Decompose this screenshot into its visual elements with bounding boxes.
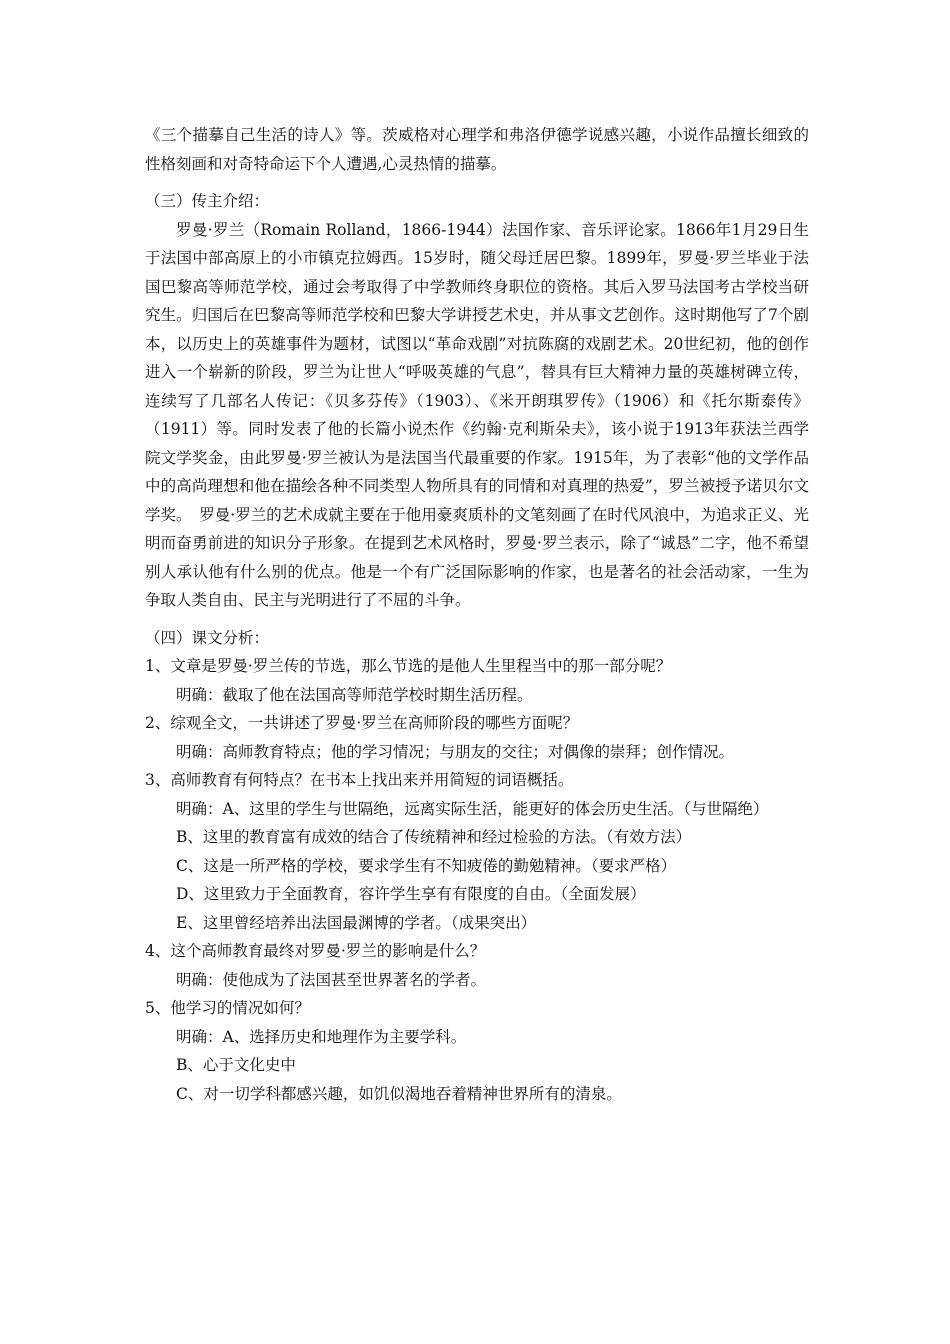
document-body: [145, 121, 809, 1108]
question-line: 4、这个高师教育最终对罗曼·罗兰的影响是什么？: [145, 942, 486, 960]
answer-line: B、心于文化史中: [176, 1056, 296, 1074]
question-line: 2、综观全文，一共讲述了罗曼·罗兰在高师阶段的哪些方面呢？: [145, 714, 579, 732]
answer-line: 明确：使他成为了法国甚至世界著名的学者。: [176, 970, 487, 989]
section-3-heading: （三）传主介绍：: [145, 192, 270, 210]
question-line: 3、高师教育有何特点？在书本上找出来并用简短的词语概括。: [145, 771, 574, 789]
question-line: 5、他学习的情况如何？: [145, 999, 310, 1017]
answer-line: 明确：截取了他在法国高等师范学校时期生活历程。: [176, 685, 533, 704]
intro-paragraph: 《三个描摹自己生活的诗人》等。茨威格对心理学和弗洛伊德学说感兴趣，小说作品擅长细致的性格刻画和对奇特命运下个人遭遇,心灵热情的描摹。: [145, 126, 809, 173]
answer-line: B、这里的教育富有成效的结合了传统精神和经过检验的方法。（有效方法）: [176, 828, 692, 846]
section-3-body: 罗曼·罗兰（Romain Rolland，1866-1944）法国作家、音乐评论家。1866年1月29日生于法国中部高原上的小市镇克拉姆西。15岁时，随父母迁居巴黎。1899年，罗曼·罗兰毕业于法国巴黎高等师范学校，通过会考取得了中学教师终身职位的资格。其后入罗马法国考古学校当研究生。归国后在巴黎高等师范学校和巴黎大学讲授艺术史，并从事文艺创作。这时期他写了7个剧本，以历史上的英雄事件为题材，试图以“革命戏剧”对抗陈腐的戏剧艺术。20世纪初，他的创作进入一个崭新的阶段，罗兰为让世人“呼吸英雄的气息”，替具有巨大精神力量的英雄树碑立传，连续写了几部名人传记：《贝多芬传》（1903）、《米开朗琪罗传》（1906）和《托尔斯泰传》（1911）等。同时发表了他的长篇小说杰作《约翰·克利斯朵夫》，该小说于1913年获法兰西学院文学奖金，由此罗曼·罗兰被认为是法国当代最重要的作家。1915年，为了表彰“他的文学作品中的高尚理想和他在描绘各种不同类型人物所具有的同情和对真理的热爱”，罗兰被授予诺贝尔文学奖。 罗曼·罗兰的艺术成就主要在于他用豪爽质朴的文笔刻画了在时代风浪中，为追求正义、光明而奋勇前进的知识分子形象。在提到艺术风格时，罗曼·罗兰表示，除了“诚恳”二字，他不希望别人承认他有什么别的优点。他是一个有广泛国际影响的作家，也是著名的社会活动家，一生为争取人类自由、民主与光明进行了不屈的斗争。: [145, 220, 809, 609]
answer-line: C、这是一所严格的学校，要求学生有不知疲倦的勤勉精神。（要求严格）: [176, 856, 677, 875]
answer-line: 明确：高师教育特点；他的学习情况；与朋友的交往；对偶像的崇拜；创作情况。: [176, 742, 735, 761]
answer-line: D、这里致力于全面教育，容许学生享有有限度的自由。（全面发展）: [176, 885, 646, 903]
question-line: 1、文章是罗曼·罗兰传的节选，那么节选的是他人生里程当中的那一部分呢？: [145, 657, 672, 675]
section-4-heading: （四）课文分析：: [145, 628, 270, 647]
answer-line: C、对一切学科都感兴趣，如饥似渴地吞着精神世界所有的清泉。: [176, 1084, 622, 1103]
qa-list: [145, 652, 809, 1108]
answer-line: E、这里曾经培养出法国最渊博的学者。（成果突出）: [176, 913, 537, 932]
answer-line: 明确：A、这里的学生与世隔绝，远离实际生活，能更好的体会历史生活。（与世隔绝）: [176, 799, 769, 818]
answer-line: 明确：A、选择历史和地理作为主要学科。: [176, 1027, 467, 1046]
